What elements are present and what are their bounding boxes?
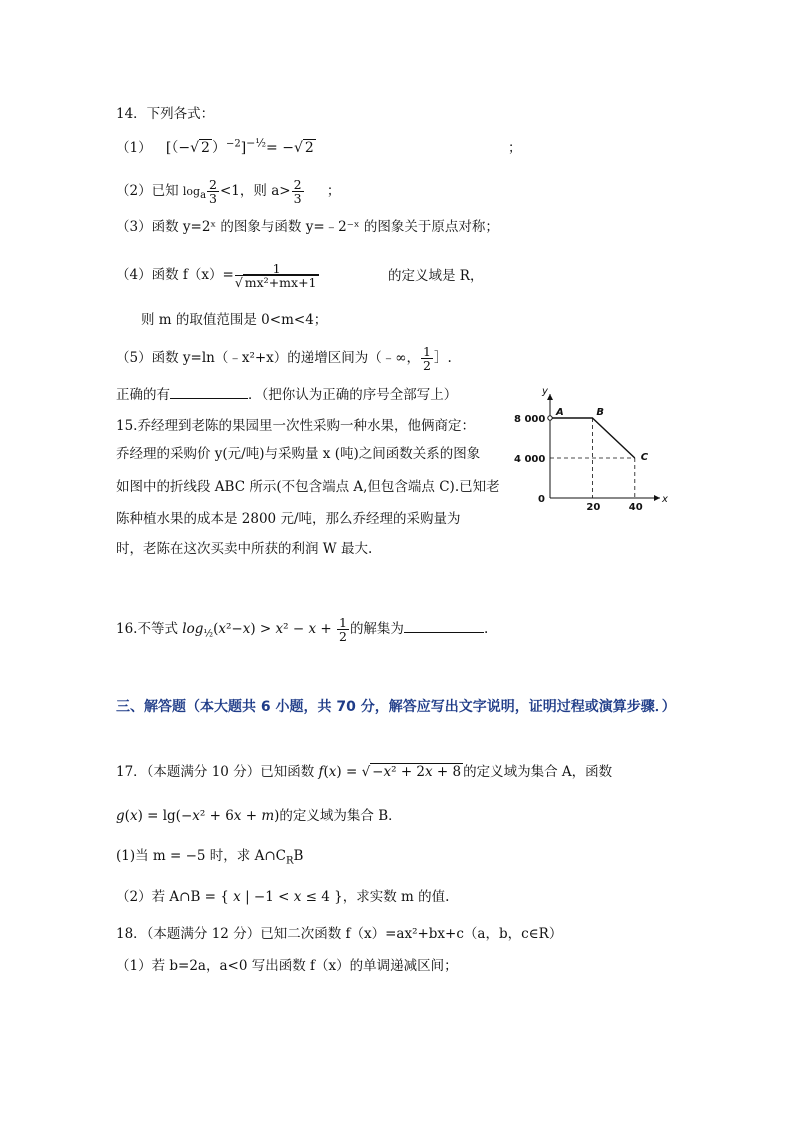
point-a-open xyxy=(548,416,552,420)
q16-inequality: $\log_{\frac{1}{2}}(x^2-x) > x^2 - x$ + $\frac{1}{2}$ xyxy=(182,615,347,645)
series-line-abc xyxy=(550,418,635,458)
section-3-heading: 三、解答题（本大题共 6 小题，共 70 分，解答应写出文字说明，证明过程或演算步骤．） xyxy=(116,699,676,715)
answer-blank[interactable] xyxy=(170,384,248,399)
fraction-2-3-b: $\frac{2}{3}$ xyxy=(293,177,302,207)
log-base-a: $\log_a$ xyxy=(182,185,207,202)
q16: 16.不等式 $\log_{\frac{1}{2}}(x^2-x) > x^2 - x$ + $\frac{1}{2}$ 的解集为 . xyxy=(116,615,489,645)
point-label-b: B xyxy=(596,407,605,418)
q14-item-1-end: ； xyxy=(508,140,522,156)
q17-line-1: 17．（本题满分 10 分）已知函数 f(x) = √ −x² + 2x + 8 的定义域为集合 A，函数 xyxy=(116,764,613,780)
q14-item-4: （4）函数 f（x）= $\frac{1}{\text{√ mx²+mx+1}}$ xyxy=(116,261,317,291)
fraction-1-2: $\frac{1}{2}$ xyxy=(423,344,431,374)
q17-g-def: g(x) = lg(−x² + 6x + m) xyxy=(116,808,280,824)
q14-item-3: （3）函数 y=2ˣ 的图象与函数 y=﹣2⁻ˣ 的图象关于原点对称； xyxy=(116,219,499,235)
price-quantity-chart xyxy=(510,388,670,516)
q16-blank[interactable] xyxy=(404,618,484,633)
q14-item-1-formula: [（−√ 2 ）$^{-2}$]$^{-\frac{1}{2}}$= −√ 2 xyxy=(165,136,314,156)
q17-part-1: (1)当 m = −5 时，求 $A\cap C_RB$ xyxy=(116,848,304,867)
point-label-a: A xyxy=(556,407,564,418)
point-label-c: C xyxy=(640,452,649,463)
q14-item-1 xyxy=(116,138,316,158)
xtick-40: 40 xyxy=(628,502,643,513)
q14-item-4-tail: 的定义域是 R， xyxy=(388,268,484,284)
ytick-4000: 4 000 xyxy=(514,454,546,465)
q18-line-1: 18．（本题满分 12 分）已知二次函数 f（x）=ax²+bx+c（a，b，c∈R） xyxy=(116,926,563,942)
q14-header: 14．下列各式： xyxy=(116,106,215,122)
q15-line-3: 如图中的折线段 ABC 所示(不包含端点 A,但包含端点 C).已知老 xyxy=(116,479,500,495)
fraction-2-3: $\frac{2}{3}$ xyxy=(209,177,217,207)
x-axis-arrow xyxy=(654,495,660,501)
ytick-8000: 8 000 xyxy=(514,414,546,425)
q14-item-2: （2）已知 $\log_a$ $\frac{2}{3}$ <1，则 a> $\frac{2}{3}$ ； xyxy=(116,177,341,207)
x-axis-label: x xyxy=(662,494,668,505)
q14-item-1-num: （1） xyxy=(116,140,152,156)
sqrt-fraction: $\frac{1}{\text{√ mx²+mx+1}}$ xyxy=(234,261,317,291)
q15-line-1: 15.乔经理到老陈的果园里一次性采购一种水果，他俩商定： xyxy=(116,418,475,434)
q15-line-2: 乔经理的采购价 y(元/吨)与采购量 x (吨)之间函数关系的图象 xyxy=(116,446,481,462)
q17-part-2: （2）若 A∩B = { x | −1 < x ≤ 4 }，求实数 m 的值. xyxy=(116,889,450,905)
q17-f-def: f(x) = √ −x² + 2x + 8 xyxy=(318,764,462,780)
q14-item-4-cont: 则 m 的取值范围是 0<m<4； xyxy=(141,312,328,328)
q14-answer: 正确的有 ．（把你认为正确的序号全部写上） xyxy=(116,384,457,405)
q15-line-5: 时，老陈在这次买卖中所获的利润 W 最大. xyxy=(116,541,373,557)
q17-set: { x | −1 < x ≤ 4 } xyxy=(220,889,343,905)
q18-part-1: （1）若 b=2a，a<0 写出函数 f（x）的单调递减区间； xyxy=(116,958,458,974)
xtick-20: 20 xyxy=(586,502,601,513)
y-axis-label: y xyxy=(542,388,548,397)
origin-label: 0 xyxy=(538,494,545,505)
q17-line-2: g(x) = lg(−x² + 6x + m)的定义域为集合 B． xyxy=(116,808,402,824)
q14-item-5: （5）函数 y=ln（﹣x²+x）的递增区间为（﹣∞， $\frac{1}{2}$ ］. xyxy=(116,344,452,374)
q15-line-4: 陈种植水果的成本是 2800 元/吨，那么乔经理的采购量为 xyxy=(116,511,461,527)
